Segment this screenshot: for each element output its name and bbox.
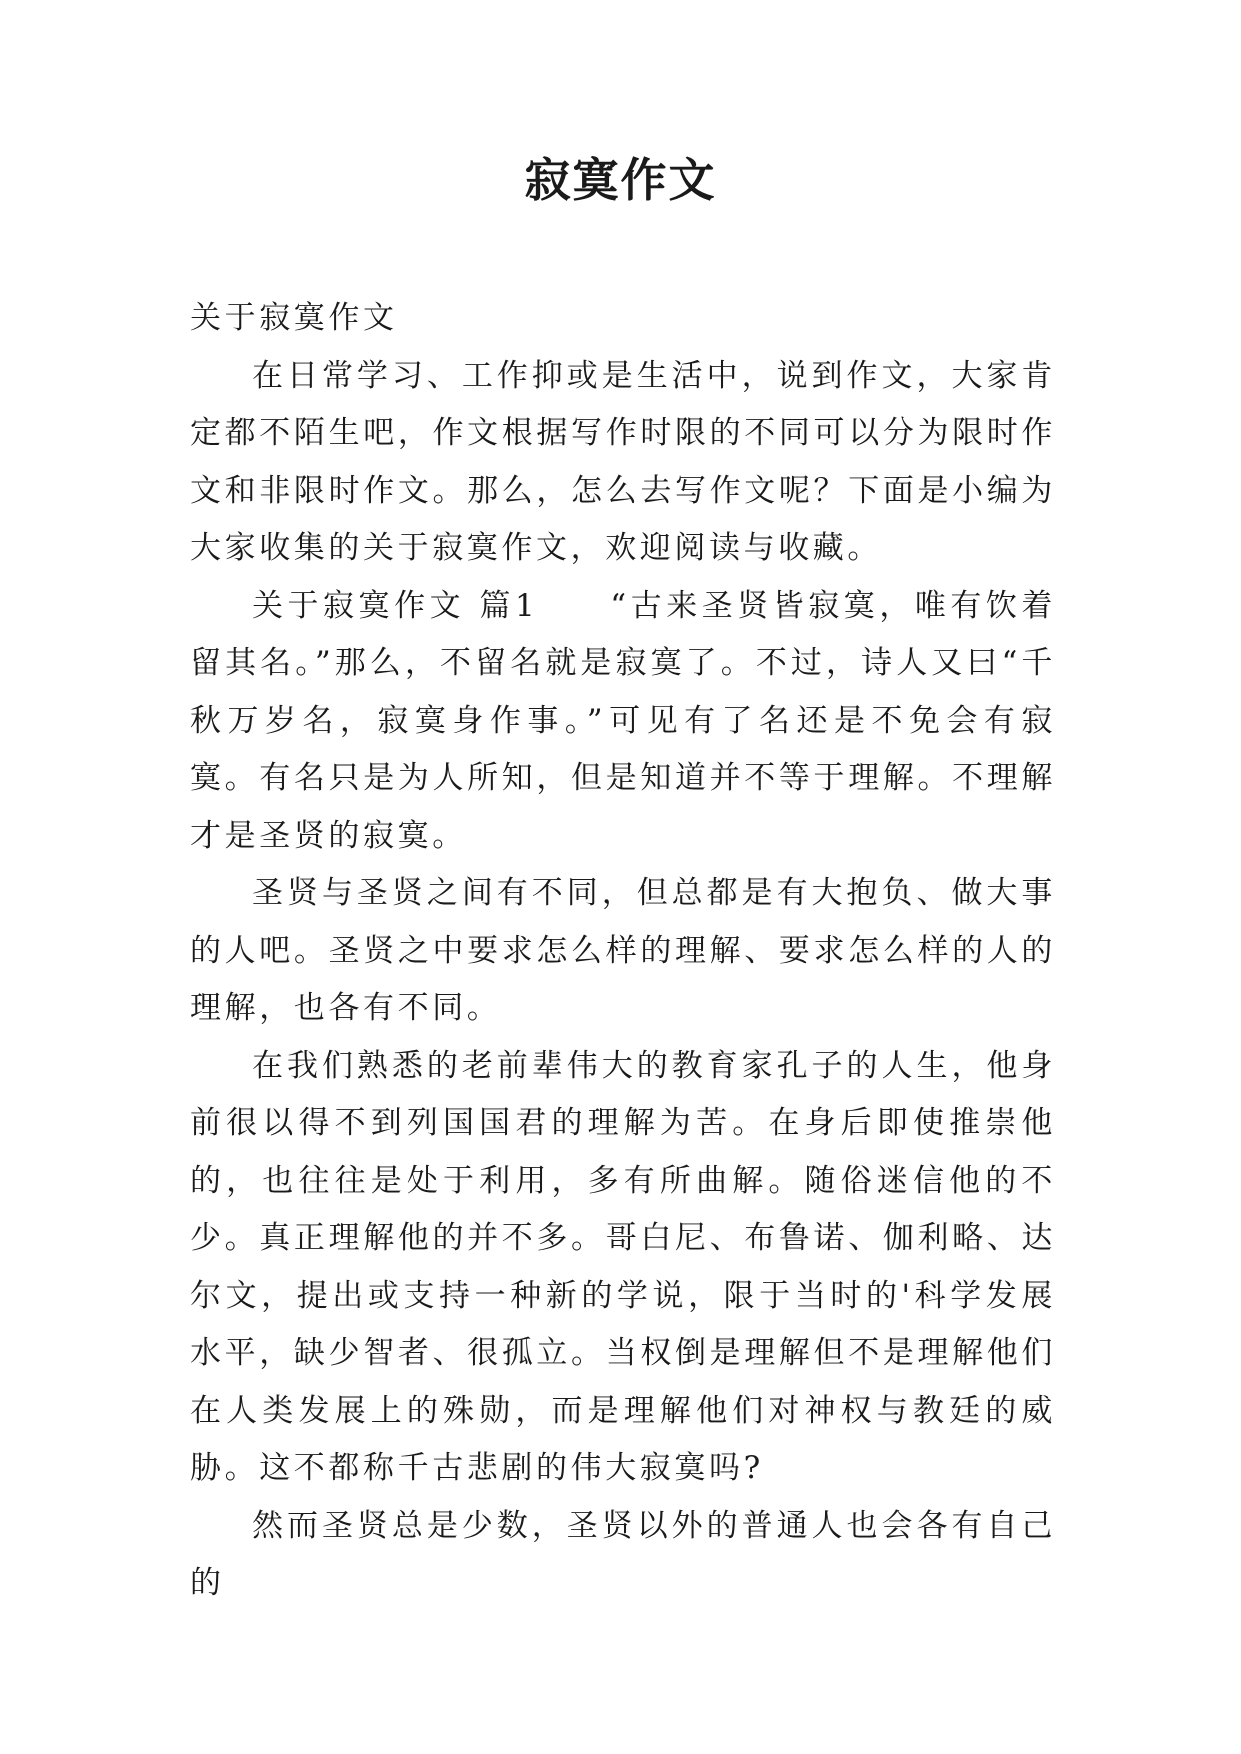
document-title: 寂寞作文 (524, 153, 717, 207)
document-subtitle: 关于寂寞作文 (190, 300, 398, 336)
paragraph-essay-1-opening: 关于寂寞作文 篇1 “古来圣贤皆寂寞，唯有饮着留其名。”那么，不留名就是寂寞了。不过，诗人又曰“千秋万岁名，寂寞身作事。”可见有了名还是不免会有寂寞。有名只是为人所知，但是知道并不等于理解。不理解才是圣贤的寂寞。 (190, 587, 1056, 854)
paragraph-intro: 在日常学习、工作抑或是生活中，说到作文，大家肯定都不陌生吧，作文根据写作时限的不同可以分为限时作文和非限时作文。那么，怎么去写作文呢？下面是小编为大家收集的关于寂寞作文，欢迎阅读与收藏。 (190, 357, 1056, 566)
paragraph-confucius-examples: 在我们熟悉的老前辈伟大的教育家孔子的人生，他身前很以得不到列国国君的理解为苦。在身后即使推崇他的，也往往是处于利用，多有所曲解。随俗迷信他的不少。真正理解他的并不多。哥白尼、布鲁诺、伽利略、达尔文，提出或支持一种新的学说，限于当时的'科学发展水平，缺少智者、很孤立。当权倒是理解但不是理解他们在人类发展上的殊勋，而是理解他们对神权与教廷的威胁。这不都称千古悲剧的伟大寂寞吗? (190, 1047, 1056, 1486)
paragraph-sages-differ: 圣贤与圣贤之间有不同，但总都是有大抱负、做大事的人吧。圣贤之中要求怎么样的理解、要求怎么样的人的理解，也各有不同。 (190, 875, 1056, 1026)
document-body (190, 290, 1056, 1613)
paragraph-ordinary-people: 然而圣贤总是少数，圣贤以外的普通人也会各有自己的 (190, 1507, 1056, 1601)
